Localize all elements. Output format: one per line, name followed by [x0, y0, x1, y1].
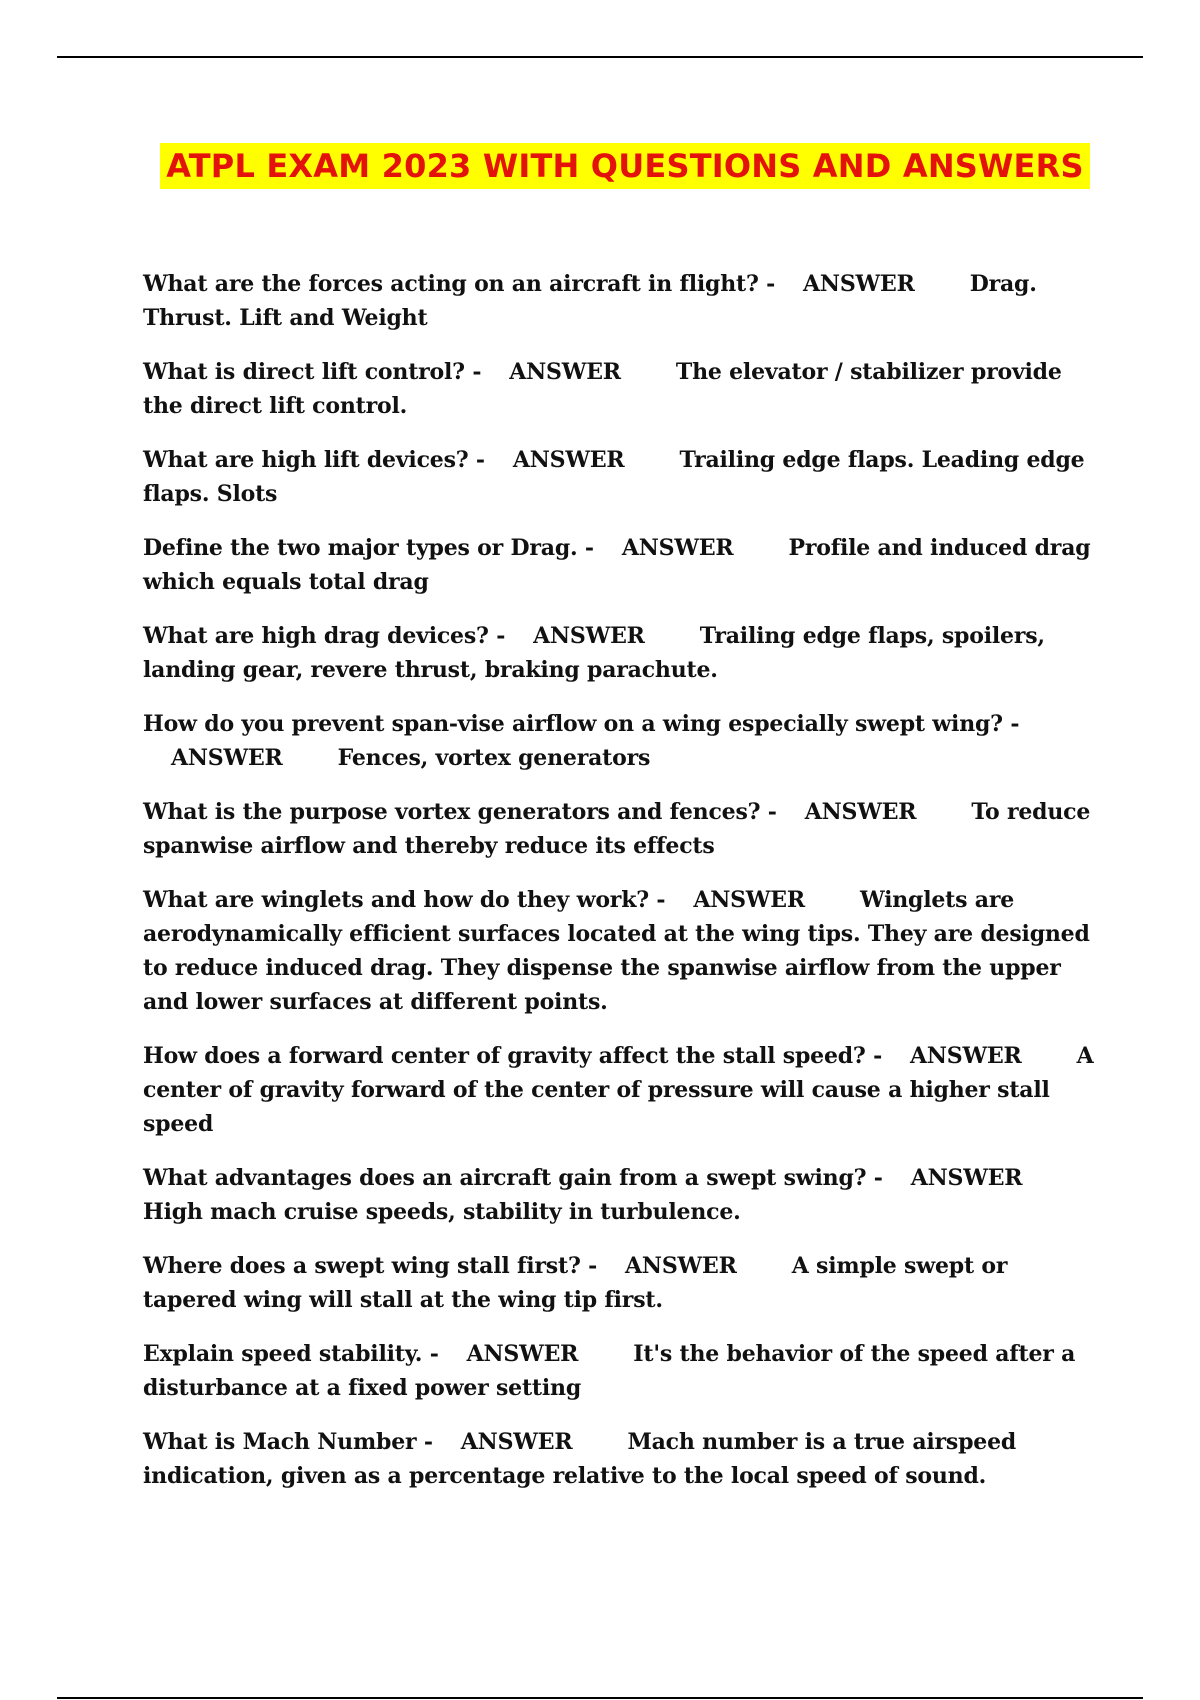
- qa-item: [143, 619, 1103, 687]
- answer-label: ANSWER: [693, 887, 805, 913]
- question-text: What are high drag devices? -: [143, 623, 506, 649]
- header-rule: [57, 56, 1143, 58]
- answer-text: The elevator / stabilizer provide the direct lift control.: [143, 359, 1062, 419]
- answer-text: Trailing edge flaps. Leading edge flaps. Slots: [143, 447, 1085, 507]
- question-text: What is direct lift control? -: [143, 359, 482, 385]
- answer-text: A simple swept or tapered wing will stall at the wing tip first.: [143, 1253, 1008, 1313]
- qa-item: [143, 267, 1103, 335]
- qa-item: [143, 1161, 1103, 1229]
- answer-label: ANSWER: [803, 271, 915, 297]
- qa-item: [143, 1337, 1103, 1405]
- qa-item: [143, 707, 1103, 775]
- question-text: What are winglets and how do they work? -: [143, 887, 666, 913]
- question-text: What is Mach Number -: [143, 1429, 433, 1455]
- footer-rule: [57, 1697, 1143, 1699]
- qa-list: [143, 267, 1103, 1513]
- question-text: How do you prevent span-vise airflow on a wing especially swept wing? -: [143, 711, 1020, 737]
- qa-item: [143, 1039, 1103, 1141]
- title-highlight: [160, 143, 1090, 189]
- answer-text: Winglets are aerodynamically efficient surfaces located at the wing tips. They are designed to reduce induced drag. They dispense the spanwise airflow from the upper and lower surfaces at different points.: [143, 887, 1090, 1015]
- answer-label: ANSWER: [466, 1341, 579, 1367]
- question-text: Define the two major types or Drag. -: [143, 535, 594, 561]
- question-text: Where does a swept wing stall first? -: [143, 1253, 598, 1279]
- answer-label: ANSWER: [171, 745, 283, 771]
- qa-item: [143, 355, 1103, 423]
- answer-label: ANSWER: [460, 1429, 573, 1455]
- answer-text: Fences, vortex generators: [337, 745, 651, 771]
- question-text: What advantages does an aircraft gain from a swept swing? -: [143, 1165, 883, 1191]
- answer-text: To reduce spanwise airflow and thereby reduce its effects: [143, 799, 1091, 859]
- answer-text: Drag. Thrust. Lift and Weight: [143, 271, 1037, 331]
- answer-text: Profile and induced drag which equals total drag: [143, 535, 1091, 595]
- answer-text: It's the behavior of the speed after a disturbance at a fixed power setting: [143, 1341, 1076, 1401]
- answer-text: A center of gravity forward of the center of pressure will cause a higher stall speed: [143, 1043, 1094, 1137]
- answer-text: Mach number is a true airspeed indication, given as a percentage relative to the local speed of sound.: [143, 1429, 1017, 1489]
- question-text: What are the forces acting on an aircraft in flight? -: [143, 271, 776, 297]
- qa-item: [143, 883, 1103, 1019]
- question-text: Explain speed stability. -: [143, 1341, 439, 1367]
- qa-item: [143, 1249, 1103, 1317]
- question-text: What are high lift devices? -: [143, 447, 485, 473]
- answer-label: ANSWER: [533, 623, 645, 649]
- question-text: How does a forward center of gravity affect the stall speed? -: [143, 1043, 883, 1069]
- qa-item: [143, 795, 1103, 863]
- answer-text: Trailing edge flaps, spoilers, landing gear, revere thrust, braking parachute.: [143, 623, 1045, 683]
- answer-label: ANSWER: [804, 799, 917, 825]
- qa-item: [143, 531, 1103, 599]
- answer-text: High mach cruise speeds, stability in turbulence.: [143, 1199, 741, 1225]
- answer-label: ANSWER: [625, 1253, 737, 1279]
- qa-item: [143, 1425, 1103, 1493]
- page-title: ATPL EXAM 2023 WITH QUESTIONS AND ANSWERS: [166, 147, 1084, 185]
- answer-label: ANSWER: [621, 535, 734, 561]
- answer-label: ANSWER: [509, 359, 621, 385]
- answer-label: ANSWER: [910, 1043, 1022, 1069]
- answer-label: ANSWER: [512, 447, 625, 473]
- qa-item: [143, 443, 1103, 511]
- question-text: What is the purpose vortex generators and fences? -: [143, 799, 777, 825]
- answer-label: ANSWER: [910, 1165, 1023, 1191]
